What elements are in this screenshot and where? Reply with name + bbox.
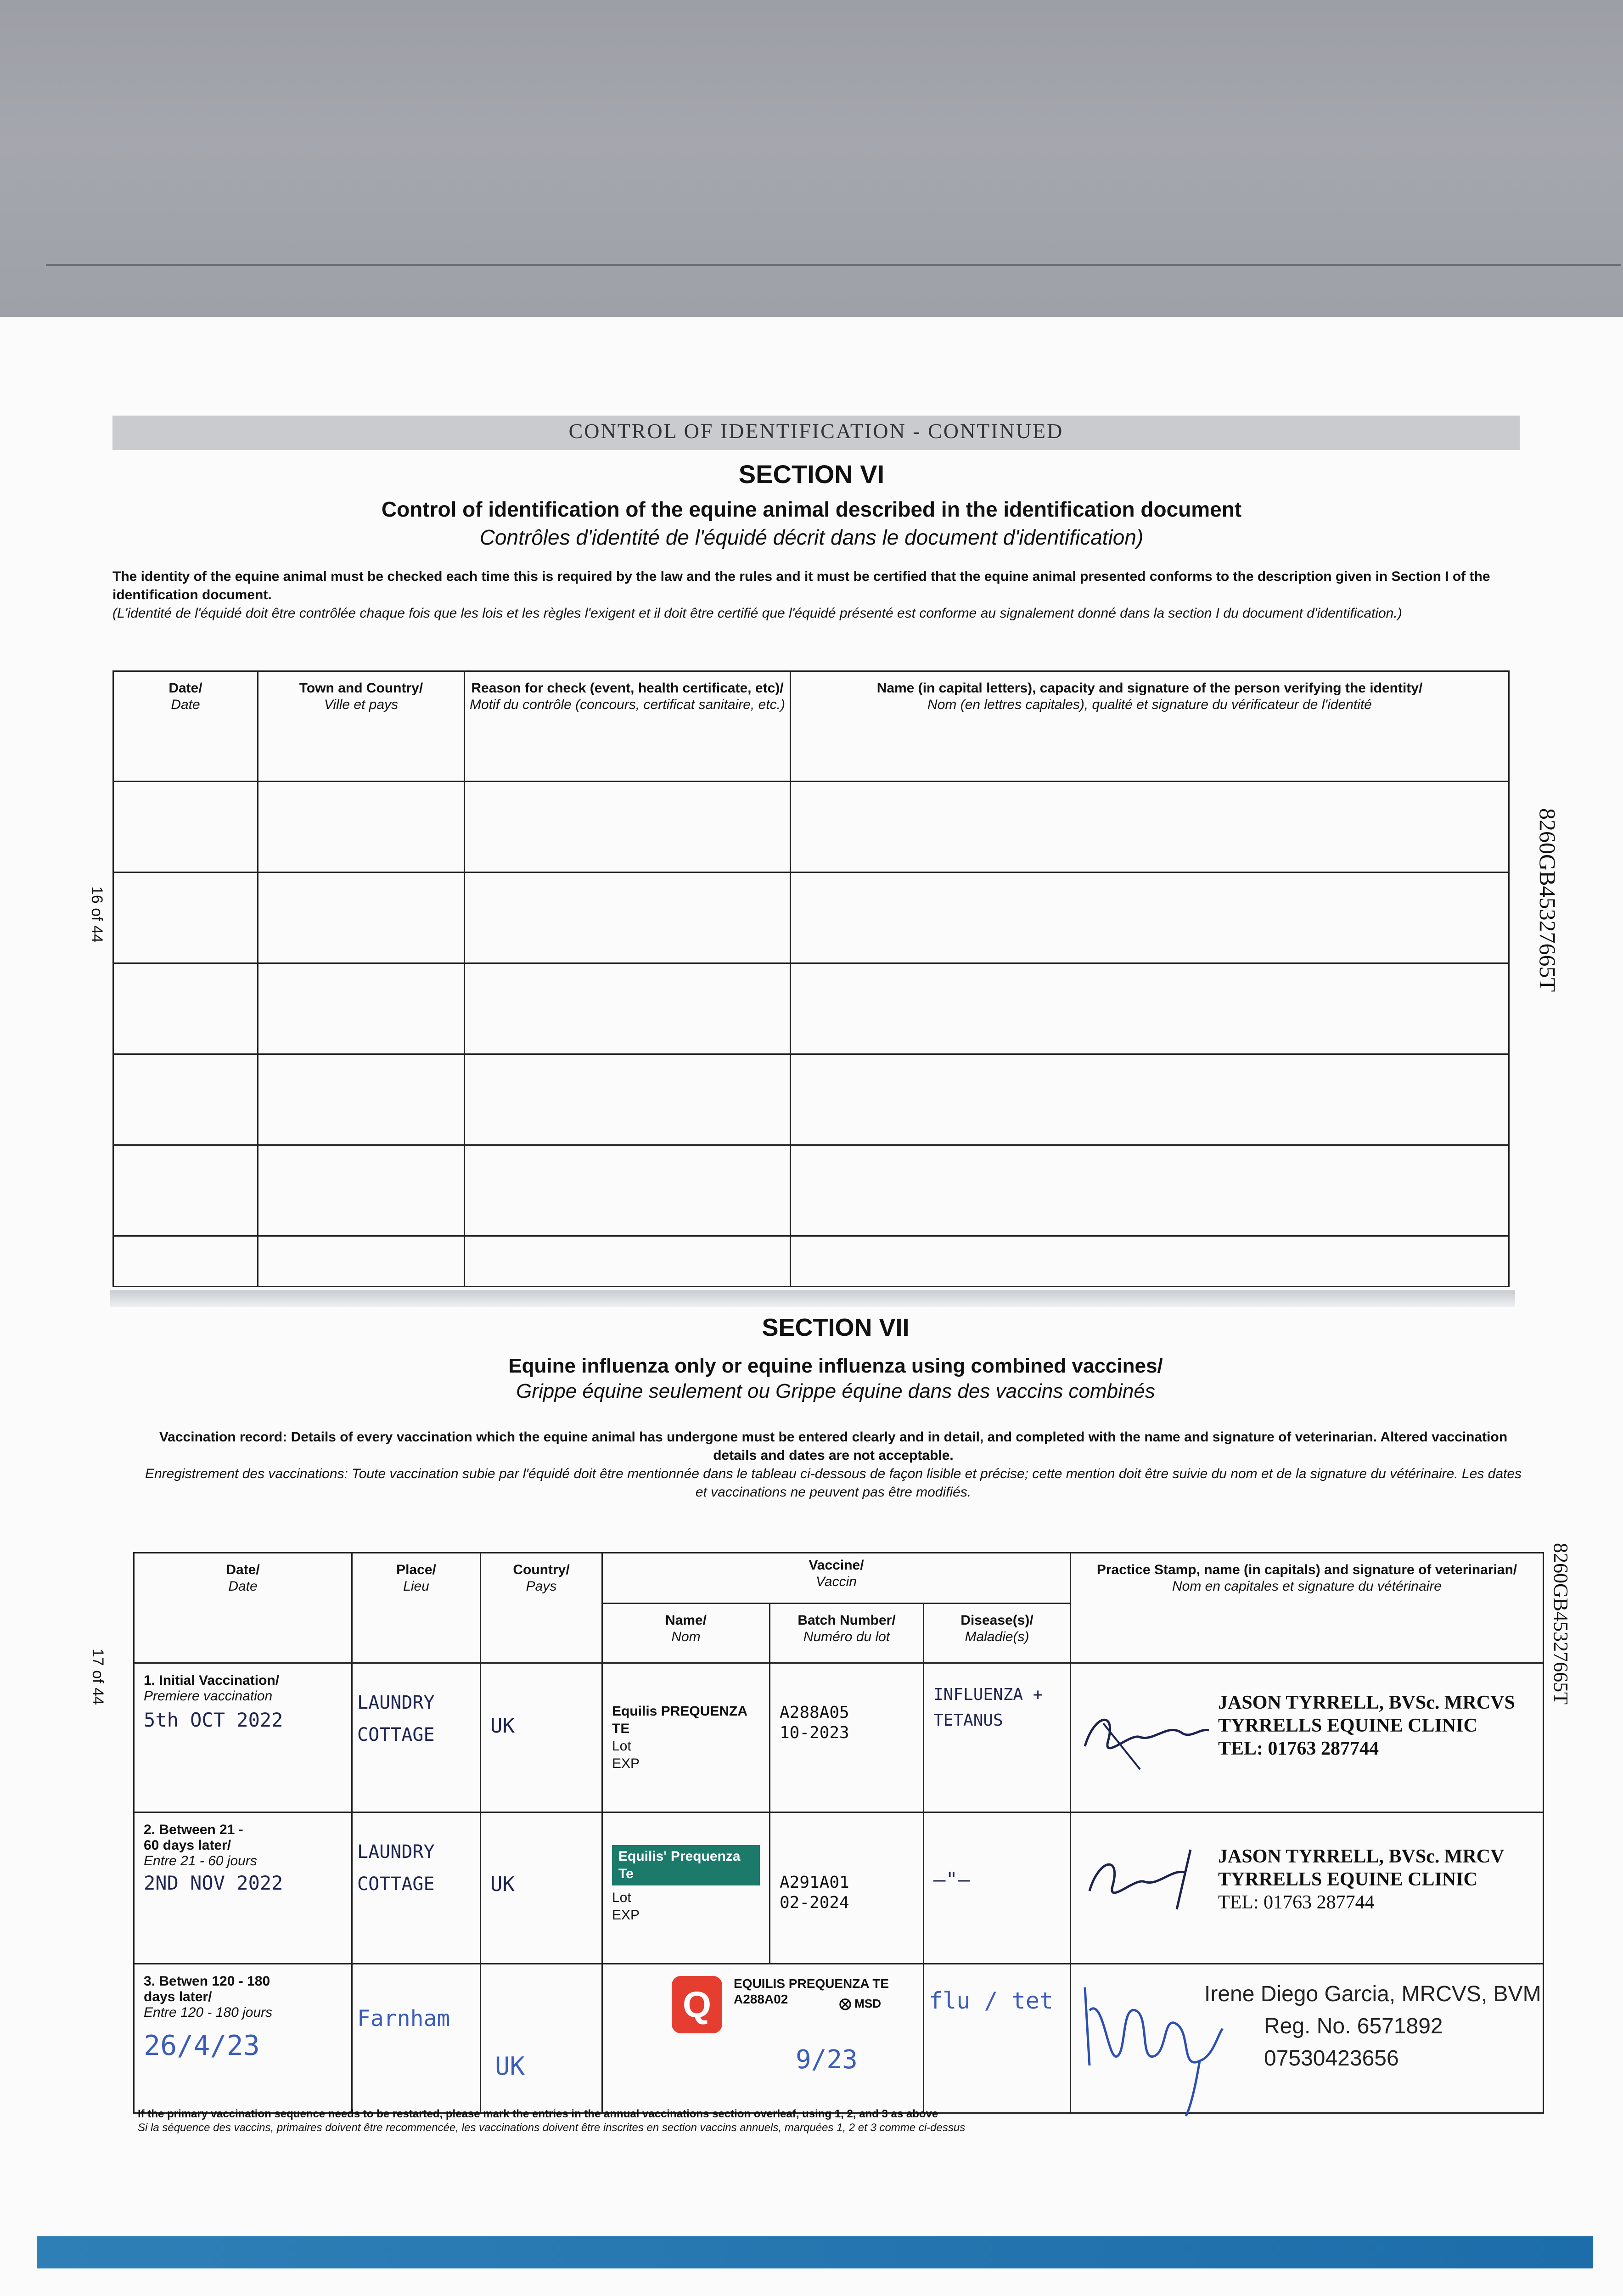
scan-shadow-band bbox=[0, 0, 1623, 317]
section6-table bbox=[112, 670, 1510, 1287]
section7-heading: Equine influenza only or equine influenza using combined vaccines/ bbox=[508, 1355, 1163, 1377]
handwritten-disease: INFLUENZA + TETANUS bbox=[933, 1685, 1043, 1730]
handwritten-date: 2ND NOV 2022 bbox=[144, 1872, 283, 1894]
table-cell[interactable] bbox=[258, 963, 465, 1054]
table-cell[interactable] bbox=[791, 1145, 1509, 1236]
table-cell[interactable] bbox=[465, 1054, 791, 1145]
handwritten-place: Farnham bbox=[357, 2006, 450, 2032]
table-row bbox=[134, 1964, 1544, 2113]
side-id-bottom: 8260GB45327665T bbox=[1550, 1543, 1572, 1705]
section7-table bbox=[133, 1552, 1544, 2114]
q-brand-logo-icon: Q bbox=[672, 1976, 722, 2033]
section6-title: SECTION VI bbox=[738, 460, 885, 489]
col-date-header: Date/ Date bbox=[134, 1553, 352, 1663]
handwritten-place: LAUNDRY COTTAGE bbox=[357, 1841, 435, 1895]
table-cell[interactable] bbox=[113, 872, 258, 963]
vet-stamp-name: JASON TYRRELL, BVSc. MRCV bbox=[1218, 1846, 1505, 1867]
table-cell[interactable] bbox=[113, 963, 258, 1054]
vet-stamp-tel: 07530423656 bbox=[1264, 2046, 1399, 2071]
row-date-cell[interactable]: 3. Betwen 120 - 180 days later/ Entre 120 - 180 jours 26/4/23 bbox=[134, 1964, 352, 2113]
page-overlap-edge bbox=[110, 1290, 1515, 1307]
col-reason-header: Reason for check (event, health certificate, etc)/ Motif du contrôle (concours, certificat sanitaire, etc.) bbox=[465, 671, 791, 782]
col-vaccine-name-header: Name/ Nom bbox=[602, 1604, 770, 1663]
col-disease-header: Disease(s)/ Maladie(s) bbox=[924, 1604, 1071, 1663]
handwritten-country: UK bbox=[495, 2052, 525, 2081]
row-country-cell[interactable] bbox=[481, 1964, 602, 2113]
vet-stamp-name: Irene Diego Garcia, MRCVS, BVM bbox=[1204, 1982, 1541, 2006]
section7-title: SECTION VII bbox=[762, 1314, 910, 1341]
table-cell[interactable] bbox=[258, 872, 465, 963]
col-vaccine-header: Vaccine/ Vaccin bbox=[602, 1553, 1071, 1604]
section6-heading: Control of identification of the equine animal described in the identification document bbox=[381, 497, 1242, 521]
table-cell[interactable] bbox=[465, 1236, 791, 1287]
scan-fold-line bbox=[46, 264, 1621, 266]
row-place-cell[interactable] bbox=[352, 1663, 481, 1812]
vet-stamp-tel: TEL: 01763 287744 bbox=[1218, 1738, 1379, 1759]
msd-brand-logo: ⨂ MSD bbox=[839, 1997, 882, 2010]
table-cell[interactable] bbox=[113, 1236, 258, 1287]
col-batch-header: Batch Number/ Numéro du lot bbox=[770, 1604, 924, 1663]
table-cell[interactable] bbox=[113, 1054, 258, 1145]
section6-heading-fr: Contrôles d'identité de l'équidé décrit dans le document d'identification) bbox=[479, 525, 1144, 549]
table-cell[interactable] bbox=[465, 872, 791, 963]
section7-heading-fr: Grippe équine seulement ou Grippe équine dans des vaccins combinés bbox=[516, 1380, 1155, 1402]
col-country-header: Country/ Pays bbox=[481, 1553, 602, 1663]
table-row bbox=[134, 1663, 1544, 1812]
page-number-top: 16 of 44 bbox=[88, 886, 106, 943]
table-cell[interactable] bbox=[465, 963, 791, 1054]
col-date-header: Date/ Date bbox=[113, 671, 258, 782]
col-place-header: Place/ Lieu bbox=[352, 1553, 481, 1663]
vet-stamp-tel: TEL: 01763 287744 bbox=[1218, 1892, 1375, 1913]
row-place-cell[interactable] bbox=[352, 1812, 481, 1964]
row-stamp-cell[interactable] bbox=[1071, 1964, 1544, 2113]
control-bar-label: CONTROL OF IDENTIFICATION - CONTINUED bbox=[568, 419, 1064, 443]
handwritten-disease: —"— bbox=[933, 1868, 970, 1891]
side-id-top: 8260GB45327665T bbox=[1535, 808, 1561, 992]
table-cell[interactable] bbox=[791, 1236, 1509, 1287]
table-cell[interactable] bbox=[465, 1145, 791, 1236]
row-batch-cell[interactable]: A288A05 10-2023 bbox=[770, 1663, 924, 1812]
table-row bbox=[134, 1812, 1544, 1964]
col-stamp-header: Practice Stamp, name (in capitals) and signature of veterinarian/ Nom en capitales et signature du vétérinaire bbox=[1071, 1553, 1544, 1663]
handwritten-place: LAUNDRY COTTAGE bbox=[357, 1692, 435, 1745]
table-cell[interactable] bbox=[113, 782, 258, 872]
table-cell[interactable] bbox=[258, 782, 465, 872]
handwritten-date: 5th OCT 2022 bbox=[144, 1709, 283, 1731]
bottom-blue-bar bbox=[37, 2236, 1593, 2268]
section6-note-fr: (L'identité de l'équidé doit être contrôlée chaque fois que les lois et les règles l'exigent et il doit être certifié que l'équidé présenté est conforme au signalement donné dans la section I du document d'identification.) bbox=[112, 606, 1402, 621]
vet-stamp-name: JASON TYRRELL, BVSc. MRCVS bbox=[1218, 1692, 1515, 1713]
vet-stamp-clinic: TYRRELLS EQUINE CLINIC bbox=[1218, 1869, 1477, 1890]
row-batch-cell[interactable]: A291A01 02-2024 bbox=[770, 1812, 924, 1964]
row-disease-cell[interactable] bbox=[924, 1964, 1071, 2113]
handwritten-disease: flu / tet bbox=[929, 1987, 1053, 2014]
row-date-cell[interactable]: 2. Between 21 - 60 days later/ Entre 21 - 60 jours 2ND NOV 2022 bbox=[134, 1812, 352, 1964]
footer-note: If the primary vaccination sequence needs to be restarted, please mark the entries in the annual vaccinations section overleaf, using 1, 2, and 3 as above bbox=[138, 2108, 938, 2120]
table-cell[interactable] bbox=[791, 1054, 1509, 1145]
section6-note: The identity of the equine animal must be checked each time this is required by the law and the rules and it must be certified that the equine animal presented conforms to the description given in Section I of the identification document. bbox=[112, 569, 1490, 602]
row-vaccine-cell[interactable]: Equilis' Prequenza Te Lot EXP bbox=[602, 1812, 770, 1964]
vet-signature-icon bbox=[1076, 1705, 1213, 1774]
vet-stamp-clinic: TYRRELLS EQUINE CLINIC bbox=[1218, 1715, 1477, 1736]
table-cell[interactable] bbox=[113, 1145, 258, 1236]
page-number-bottom: 17 of 44 bbox=[89, 1649, 107, 1705]
row-stamp-cell[interactable] bbox=[1071, 1812, 1544, 1964]
footer-note-fr: Si la séquence des vaccins, primaires doivent être recommencée, les vaccinations doivent être inscrites en section vaccins annuels, marquées 1, 2 et 3 comme ci-dessus bbox=[138, 2122, 966, 2134]
vet-signature-icon bbox=[1076, 1840, 1213, 1919]
table-cell[interactable] bbox=[791, 872, 1509, 963]
table-cell[interactable] bbox=[258, 1054, 465, 1145]
row-date-cell[interactable]: 1. Initial Vaccination/ Premiere vaccination 5th OCT 2022 bbox=[134, 1663, 352, 1812]
col-town-header: Town and Country/ Ville et pays bbox=[258, 671, 465, 782]
table-cell[interactable] bbox=[791, 963, 1509, 1054]
handwritten-expiry: 9/23 bbox=[796, 2045, 858, 2075]
row-disease-cell[interactable] bbox=[924, 1663, 1071, 1812]
section7-note: Vaccination record: Details of every vaccination which the equine animal has undergone must be entered clearly and in detail, and completed with the name and signature of veterinarian. Altered vaccination details and dates are not acceptable. bbox=[159, 1429, 1508, 1463]
row-country-cell[interactable] bbox=[481, 1812, 602, 1964]
handwritten-country: UK bbox=[490, 1873, 515, 1896]
col-verifier-header: Name (in capital letters), capacity and signature of the person verifying the identity/ Nom (en lettres capitales), qualité et signature du vérificateur de l'identité bbox=[791, 671, 1509, 782]
table-cell[interactable] bbox=[465, 782, 791, 872]
table-cell[interactable] bbox=[258, 1145, 465, 1236]
vet-stamp-reg: Reg. No. 6571892 bbox=[1264, 2014, 1443, 2038]
row-place-cell[interactable] bbox=[352, 1964, 481, 2113]
table-cell[interactable] bbox=[258, 1236, 465, 1287]
handwritten-date: 26/4/23 bbox=[144, 2030, 260, 2062]
row-country-cell[interactable] bbox=[481, 1663, 602, 1812]
row-disease-cell[interactable] bbox=[924, 1812, 1071, 1964]
section7-note-fr: Enregistrement des vaccinations: Toute vaccination subie par l'équidé doit être mentionnée dans le tableau ci-dessous de façon lisible et précise; cette mention doit être suivie du nom et de la signature du vétérinaire. Les dates et vaccinations ne peuvent pas être modifiés. bbox=[145, 1466, 1522, 1500]
row-vaccine-cell[interactable]: Equilis PREQUENZA TE Lot EXP bbox=[602, 1663, 770, 1812]
vet-signature-icon bbox=[1076, 1969, 1227, 2121]
row-vaccine-cell[interactable]: Q EQUILIS PREQUENZA TE A288A02 ⨂ MSD 9/23 bbox=[602, 1964, 924, 2113]
handwritten-country: UK bbox=[490, 1714, 515, 1738]
table-cell[interactable] bbox=[791, 782, 1509, 872]
row-stamp-cell[interactable] bbox=[1071, 1663, 1544, 1812]
